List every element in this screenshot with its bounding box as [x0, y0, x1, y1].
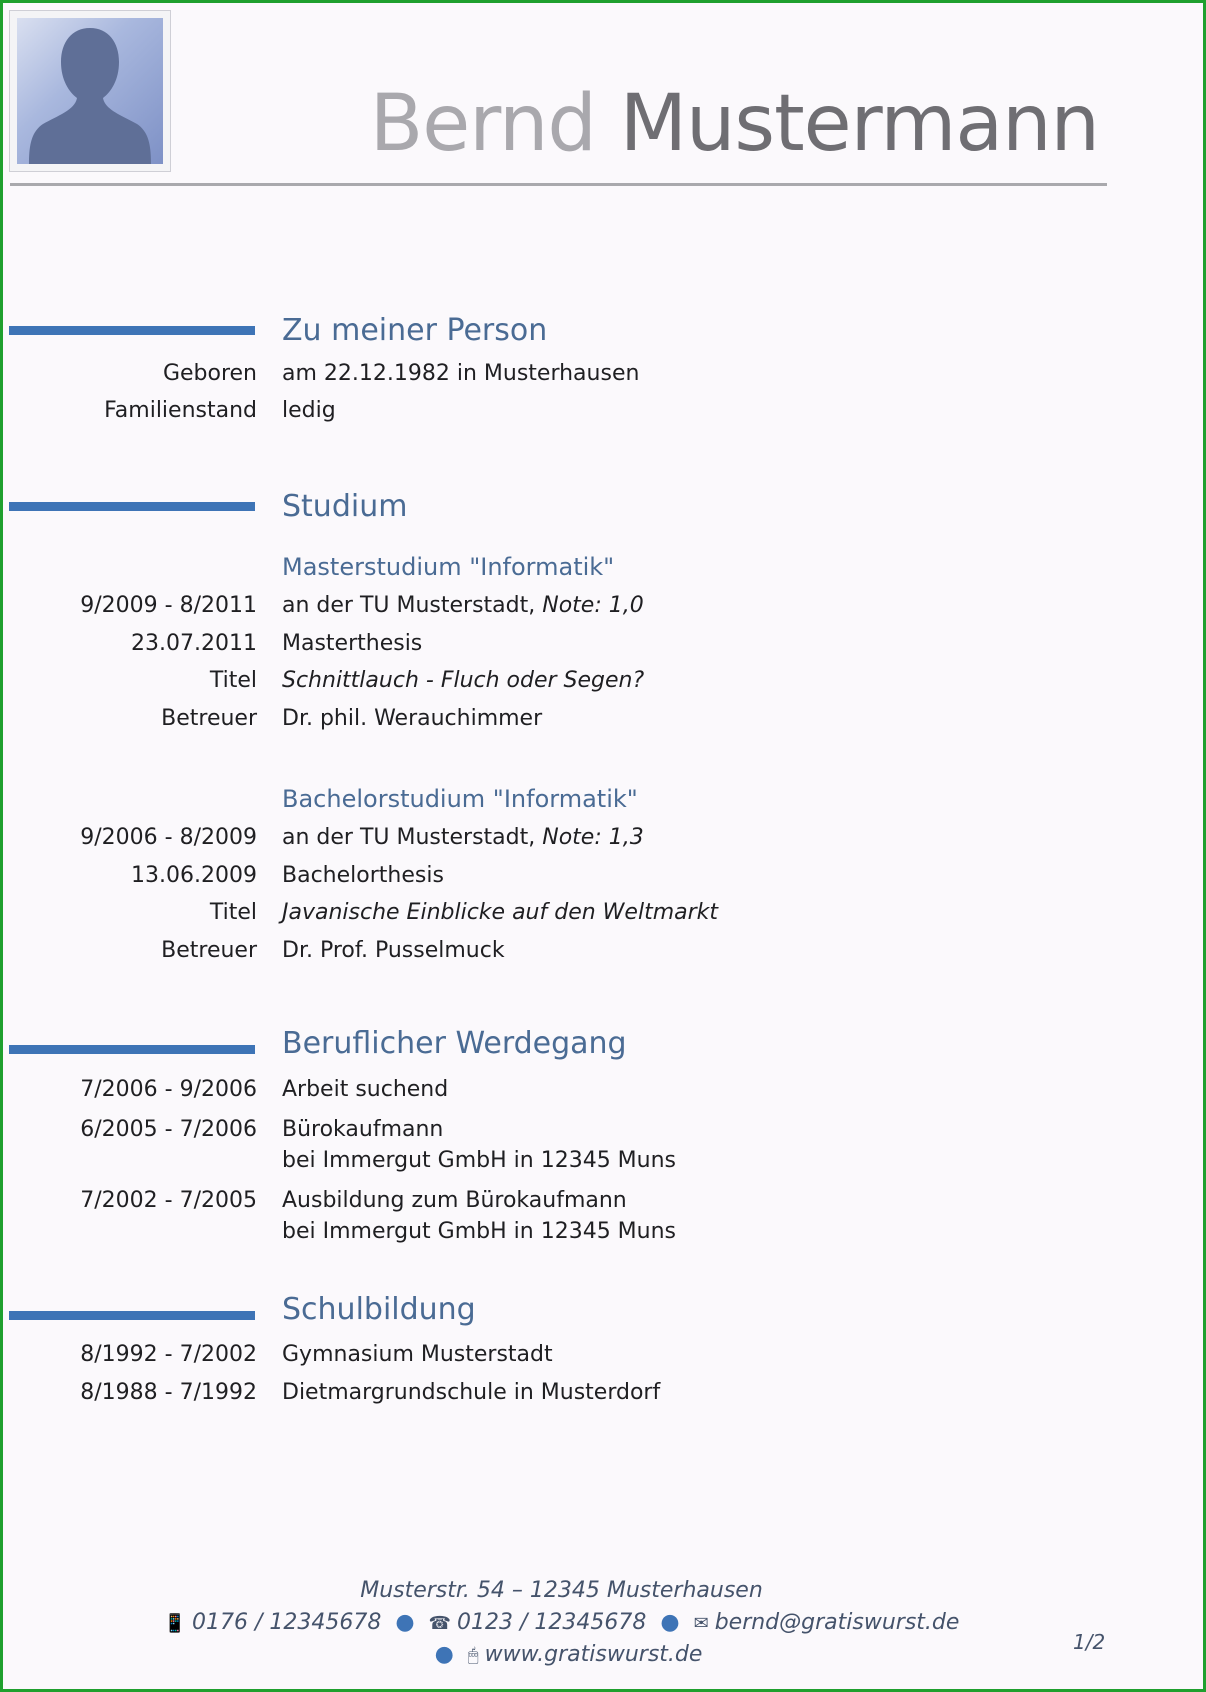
separator-dot: ● — [434, 1642, 454, 1667]
bachelor-heading: Bachelorstudium "Informatik" — [282, 785, 638, 813]
career-period: 7/2002 - 7/2005 — [80, 1188, 257, 1213]
career-position: Ausbildung zum Bürokaufmann — [282, 1188, 627, 1213]
profile-photo — [9, 10, 171, 172]
separator-dot: ● — [395, 1610, 415, 1635]
footer-mobile: 0176 / 12345678 — [192, 1610, 382, 1635]
bachelor-period: 9/2006 - 8/2009 — [80, 825, 257, 850]
label-born: Geboren — [162, 361, 257, 386]
bachelor-advisor: Dr. Prof. Pusselmuck — [282, 938, 505, 963]
envelope-icon: ✉ — [693, 1613, 709, 1634]
header-divider — [10, 183, 1107, 186]
school-name: Gymnasium Musterstadt — [282, 1342, 553, 1367]
career-period: 6/2005 - 7/2006 — [80, 1117, 257, 1142]
master-thesis: Masterthesis — [282, 631, 423, 656]
career-period: 7/2006 - 9/2006 — [80, 1077, 257, 1102]
footer-address: Musterstr. 54 – 12345 Musterhausen — [360, 1578, 763, 1603]
label-marital-status: Familienstand — [104, 398, 257, 423]
master-thesis-date: 23.07.2011 — [131, 631, 257, 656]
section-bar-personal — [9, 326, 255, 335]
telephone-icon: ☎ — [428, 1613, 452, 1634]
bachelor-university: an der TU Musterstadt, Note: 1,3 — [282, 825, 644, 850]
career-position: Bürokaufmann — [282, 1117, 444, 1142]
person-silhouette-icon — [17, 18, 163, 164]
last-name: Mustermann — [619, 79, 1099, 169]
page-number: 1/2 — [1073, 1630, 1106, 1654]
master-advisor-label: Betreuer — [161, 706, 257, 731]
career-employer: bei Immergut GmbH in 12345 Muns — [282, 1148, 677, 1173]
section-title-study: Studium — [282, 489, 408, 524]
bachelor-advisor-label: Betreuer — [161, 938, 257, 963]
master-advisor: Dr. phil. Werauchimmer — [282, 706, 543, 731]
section-bar-career — [9, 1045, 255, 1054]
bachelor-thesis-title: Javanische Einblicke auf den Weltmarkt — [282, 900, 719, 925]
footer-website-link[interactable]: www.gratiswurst.de — [484, 1642, 703, 1667]
separator-dot: ● — [660, 1610, 680, 1635]
master-heading: Masterstudium "Informatik" — [282, 553, 615, 581]
bachelor-thesis-date: 13.06.2009 — [131, 863, 257, 888]
section-title-career: Beruflicher Werdegang — [282, 1026, 627, 1061]
value-born: am 22.12.1982 in Musterhausen — [282, 361, 640, 386]
section-title-personal: Zu meiner Person — [282, 313, 548, 348]
avatar-silhouette — [17, 18, 163, 164]
value-marital-status: ledig — [282, 398, 336, 423]
school-period: 8/1988 - 7/1992 — [80, 1380, 257, 1405]
bachelor-title-label: Titel — [209, 900, 257, 925]
footer-email-link[interactable]: bernd@gratiswurst.de — [714, 1610, 960, 1635]
career-employer: bei Immergut GmbH in 12345 Muns — [282, 1219, 677, 1244]
master-thesis-title: Schnittlauch - Fluch oder Segen? — [282, 668, 645, 693]
school-name: Dietmargrundschule in Musterdorf — [282, 1380, 661, 1405]
master-title-label: Titel — [209, 668, 257, 693]
bachelor-thesis: Bachelorthesis — [282, 863, 444, 888]
footer-contacts — [3, 1610, 1120, 1635]
section-title-school: Schulbildung — [282, 1292, 476, 1327]
master-university: an der TU Musterstadt, Note: 1,0 — [282, 593, 644, 618]
footer-phone: 0123 / 12345678 — [457, 1610, 647, 1635]
mouse-icon: 🖱 — [467, 1645, 479, 1666]
section-bar-study — [9, 502, 255, 511]
career-position: Arbeit suchend — [282, 1077, 449, 1102]
school-period: 8/1992 - 7/2002 — [80, 1342, 257, 1367]
master-period: 9/2009 - 8/2011 — [80, 593, 257, 618]
mobile-phone-icon: 📱 — [163, 1613, 187, 1634]
first-name: Bernd — [369, 79, 596, 169]
candidate-name — [369, 79, 1099, 169]
section-bar-school — [9, 1311, 255, 1320]
footer-website-row — [3, 1642, 1120, 1667]
